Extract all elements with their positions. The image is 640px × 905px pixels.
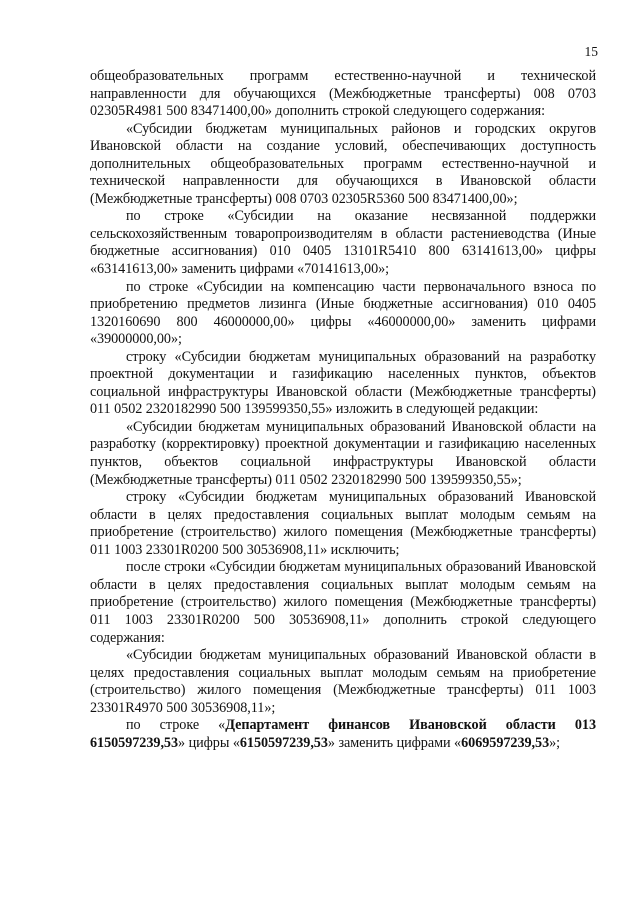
paragraph: «Субсидии бюджетам муниципальных образований Ивановской области в целях предоставления социальных выплат молодым семьям на приобретение (строительство) жилого помещения (Межбюджетные трансферты) 011 1003 23301R4970 500 30536908,11»; [90,647,596,716]
document-body [90,68,596,752]
paragraph: строку «Субсидии бюджетам муниципальных образований на разработку проектной документации и газификацию населенных пунктов, объектов социальной инфраструктуры Ивановской области (Межбюджетные трансферты) 011 0502 2320182990 500 139599350,55» изложить в следующей редакции: [90,348,596,418]
text-run: »; [549,734,561,751]
paragraph: строку «Субсидии бюджетам муниципальных образований Ивановской области в целях предоставления социальных выплат молодым семьям на приобретение (строительство) жилого помещения (Межбюджетные трансферты) 011 1003 23301R0200 500 30536908,11» исключить; [90,489,596,558]
paragraph: по строке «Субсидии на оказание несвязанной поддержки сельскохозяйственным товаропроизводителям в области растениеводства (Иные бюджетные ассигнования) 010 0405 13101R5410 800 63141613,00» цифры «63141613,00» заменить цифрами «70141613,00»; [90,208,596,278]
text-run: по строке « [126,717,226,734]
page-number: 15 [584,44,598,59]
paragraph: общеобразовательных программ естественно-научной и технической направленности для обучающихся (Межбюджетные трансферты) 008 0703 02305R4981 500 83471400,00» дополнить строкой следующего содержания: [90,68,596,120]
bold-department-line: Департамент финансов Ивановской области 013 6150597239,53 [90,717,596,751]
paragraph-amendment-finance-department [90,717,596,752]
paragraph: после строки «Субсидии бюджетам муниципальных образований Ивановской области в целях предоставления социальных выплат молодым семьям на приобретение (строительство) жилого помещения (Межбюджетные трансферты) 011 1003 23301R0200 500 30536908,11» дополнить строкой следующего содержания: [90,559,596,646]
text-run: » заменить цифрами « [327,734,462,751]
paragraph: «Субсидии бюджетам муниципальных районов и городских округов Ивановской области на создание условий, обеспечивающих доступность дополнительных общеобразовательных программ естественно-научной и технической направленности для обучающихся в Ивановской области (Межбюджетные трансферты) 008 0703 02305R5360 500 83471400,00»; [90,120,596,207]
paragraph: «Субсидии бюджетам муниципальных образований Ивановской области на разработку (корректировку) проектной документации и газификацию населенных пунктов, объектов социальной инфраструктуры Ивановской области (Межбюджетные трансферты) 011 0502 2320182990 500 139599350,55»; [90,418,596,488]
bold-new-amount: 6069597239,53 [461,734,550,751]
text-run: » цифры « [178,734,240,751]
bold-old-amount: 6150597239,53 [239,734,328,751]
paragraph: по строке «Субсидии на компенсацию части первоначального взноса по приобретению предметов лизинга (Иные бюджетные ассигнования) 010 0405 1320160690 800 46000000,00» цифры «46000000,00» заменить цифрами «39000000,00»; [90,278,596,348]
